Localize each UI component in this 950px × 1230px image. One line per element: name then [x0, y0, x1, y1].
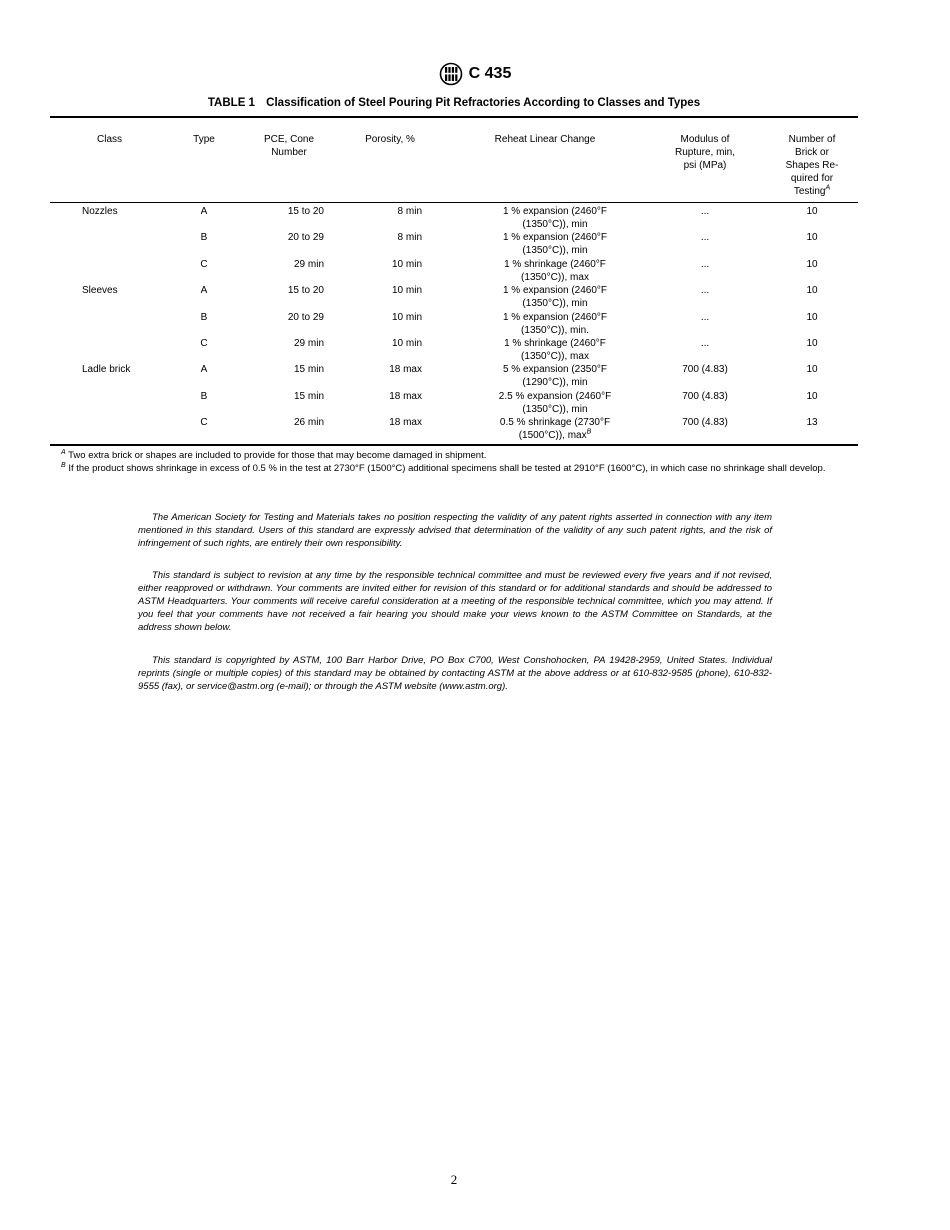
revision-notice: This standard is subject to revision at any time by the responsible technical committee and must be reviewed every five years and if not revised, either reapproved or withdrawn. Your comments are invited either for revision of this standard or for additional standards and should be addressed to ASTM Headquarters. Your comments will receive careful consideration at a meeting of the responsible technical committee, which you may attend. If you feel that your comments have not received a fair hearing you should make your views known to the ASTM Committee on Standards, at the address shown below. — [138, 570, 772, 633]
cell-modulus: ... — [700, 259, 710, 270]
header-class: Class — [97, 134, 123, 145]
cell-type: C — [200, 417, 208, 428]
table-footnotes — [50, 449, 860, 475]
cell-modulus: ... — [700, 285, 710, 296]
cell-type: C — [200, 338, 208, 349]
cell-pce: 20 to 29 — [287, 232, 324, 243]
cell-number: 10 — [806, 232, 818, 243]
cell-porosity: 18 max — [389, 364, 422, 375]
cell-modulus: ... — [700, 232, 710, 243]
header-number-line: Testing$^A$ — [793, 184, 831, 197]
footnote-a: $^A$ Two extra brick or shapes are included to provide for those that may become damaged in shipment. — [61, 448, 487, 461]
cell-number: 10 — [806, 364, 818, 375]
header-porosity: Porosity, % — [365, 134, 415, 145]
cell-modulus: 700 (4.83) — [682, 417, 728, 428]
cell-reheat: 1 % expansion (2460°F (1350°C)), min — [502, 285, 608, 309]
cell-type: A — [200, 285, 208, 296]
document-header — [0, 62, 950, 86]
cell-pce: 29 min — [293, 259, 324, 270]
cell-reheat: 1 % expansion (2460°F (1350°C)), min. — [502, 312, 608, 336]
cell-porosity: 8 min — [397, 206, 422, 217]
cell-modulus: ... — [700, 206, 710, 217]
cell-type: B — [200, 312, 208, 323]
cell-modulus: 700 (4.83) — [682, 364, 728, 375]
cell-pce: 20 to 29 — [287, 312, 324, 323]
header-type: Type — [193, 134, 215, 145]
footnote-marker-b: B — [586, 428, 592, 436]
cell-modulus: ... — [700, 338, 710, 349]
table-caption: Classification of Steel Pouring Pit Refractories According to Classes and Types — [266, 97, 701, 109]
cell-number: 13 — [806, 417, 818, 428]
table-label: TABLE 1 — [207, 97, 255, 109]
cell-pce: 15 min — [293, 364, 324, 375]
footnote-b: $^B$ If the product shows shrinkage in excess of 0.5 % in the test at 2730°F (1500°C) additional specimens shall be tested at 2910°F (1600°C), in which case no shrinkage shall develop. — [61, 461, 826, 474]
header-modulus — [660, 133, 750, 172]
cell-porosity: 10 min — [391, 312, 422, 323]
cell-class: Nozzles — [82, 206, 118, 217]
header-number — [772, 133, 852, 198]
cell-modulus: 700 (4.83) — [682, 391, 728, 402]
cell-class: Sleeves — [82, 285, 118, 296]
table-top-rule — [50, 116, 858, 118]
standard-designation: C 435 — [468, 65, 512, 82]
header-modulus-line: psi (MPa) — [683, 160, 727, 171]
header-reheat: Reheat Linear Change — [494, 134, 596, 145]
cell-type: A — [200, 364, 208, 375]
cell-porosity: 10 min — [391, 285, 422, 296]
header-number-line: Shapes Re- — [785, 160, 839, 171]
cell-pce: 29 min — [293, 338, 324, 349]
header-number-line: Brick or — [795, 147, 829, 158]
cell-pce: 15 to 20 — [287, 206, 324, 217]
cell-porosity: 10 min — [391, 338, 422, 349]
cell-type: B — [200, 391, 208, 402]
cell-number: 10 — [806, 312, 818, 323]
cell-porosity: 18 max — [389, 391, 422, 402]
table-bottom-rule — [50, 444, 858, 446]
header-number-line: Number of — [788, 134, 836, 145]
cell-number: 10 — [806, 391, 818, 402]
cell-porosity: 10 min — [391, 259, 422, 270]
cell-reheat: 1 % shrinkage (2460°F (1350°C)), max — [504, 338, 606, 362]
cell-number: 10 — [806, 206, 818, 217]
cell-reheat: 5 % expansion (2350°F (1290°C)), min — [502, 364, 608, 388]
cell-type: A — [200, 206, 208, 217]
header-pce-line: Number — [271, 147, 307, 158]
header-pce — [248, 133, 330, 159]
cell-pce: 26 min — [293, 417, 324, 428]
footnote-marker-a: A — [825, 184, 831, 192]
astm-logo-icon — [439, 62, 463, 86]
cell-number: 10 — [806, 338, 818, 349]
header-modulus-line: Modulus of — [680, 134, 730, 145]
cell-pce: 15 min — [293, 391, 324, 402]
header-pce-line: PCE, Cone — [263, 134, 315, 145]
cell-porosity: 18 max — [389, 417, 422, 428]
header-modulus-line: Rupture, min, — [674, 147, 736, 158]
cell-number: 10 — [806, 285, 818, 296]
page-number: 2 — [450, 1172, 458, 1187]
cell-type: C — [200, 259, 208, 270]
cell-type: B — [200, 232, 208, 243]
header-number-line: quired for — [790, 173, 834, 184]
cell-number: 10 — [806, 259, 818, 270]
cell-reheat: 1 % shrinkage (2460°F (1350°C)), max — [504, 259, 606, 283]
cell-porosity: 8 min — [397, 232, 422, 243]
cell-reheat: 2.5 % expansion (2460°F (1350°C)), min — [498, 391, 612, 415]
table-header-rule — [50, 202, 858, 203]
copyright-notice: This standard is copyrighted by ASTM, 100 Barr Harbor Drive, PO Box C700, West Conshohocken, PA 19428-2959, United States. Individual reprints (single or multiple copies) of this standard may be obtained by contacting ASTM at the above address or at 610-832-9585 (phone), 610-832-9555 (fax), or service@astm.org (e-mail); or through the ASTM website (www.astm.org). — [138, 655, 772, 692]
cell-reheat: 0.5 % shrinkage (2730°F (1500°C)), $\max^B$ — [499, 417, 611, 441]
cell-pce: 15 to 20 — [287, 285, 324, 296]
cell-reheat: 1 % expansion (2460°F (1350°C)), min — [502, 206, 608, 230]
cell-class: Ladle brick — [82, 364, 131, 375]
cell-modulus: ... — [700, 312, 710, 323]
cell-reheat: 1 % expansion (2460°F (1350°C)), min — [502, 232, 608, 256]
patent-notice: The American Society for Testing and Materials takes no position respecting the validity of any patent rights asserted in connection with any item mentioned in this standard. Users of this standard are expressly advised that determination of the validity of any such patent rights, and the risk of infringement of such rights, are entirely their own responsibility. — [138, 512, 772, 549]
table-title — [0, 97, 908, 109]
